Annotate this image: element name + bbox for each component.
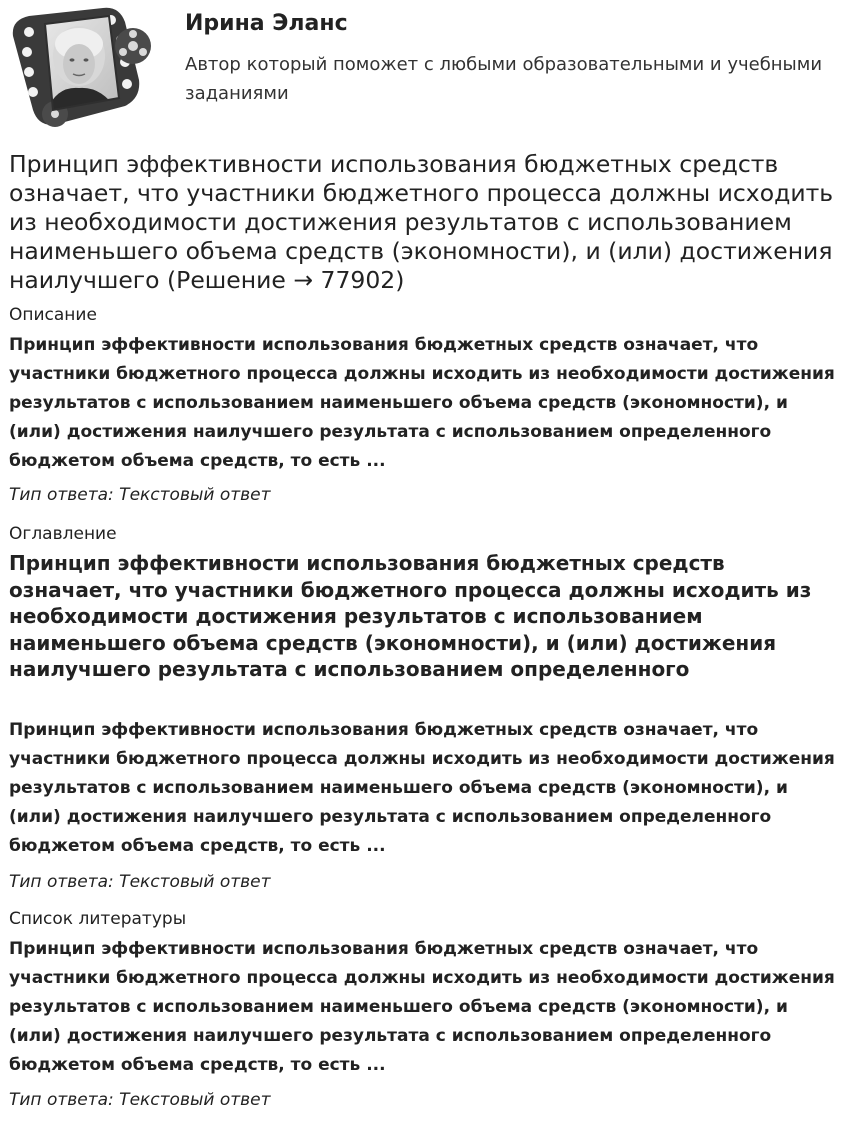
references-answer-type: Тип ответа: Текстовый ответ — [9, 1090, 271, 1110]
section-label-description: Описание — [9, 305, 97, 325]
references-text: Принцип эффективности использования бюджетных средств означает, что участники бюджетного процесса должны исходить из необходимости достижения результатов с использованием наименьшего объема средств (экономности), и (или) достижения наилучшего результата с использованием определенного бюджетом объема средств, то есть ... — [9, 939, 835, 1075]
description-text: Принцип эффективности использования бюджетных средств означает, что участники бюджетного процесса должны исходить из необходимости достижения результатов с использованием наименьшего объема средств (экономности), и (или) достижения наилучшего результата с использованием определенного бюджетом объема средств, то есть ... — [9, 335, 835, 471]
author-description: Автор который поможет с любыми образовательными и учебными заданиями — [185, 54, 823, 104]
author-card — [0, 0, 847, 130]
author-avatar — [7, 6, 153, 128]
toc-answer-type: Тип ответа: Текстовый ответ — [9, 872, 271, 892]
section-label-references: Список литературы — [9, 909, 187, 929]
author-name: Ирина Эланс — [185, 11, 348, 36]
page-title: Принцип эффективности использования бюджетных средств означает, что участники бюджетного процесса должны исходить из необходимости достижения результатов с использованием наименьшего объема средств (экономности), и (или) достижения наилучшего (Решение → 77902) — [9, 150, 834, 294]
toc-text: Принцип эффективности использования бюджетных средств означает, что участники бюджетного процесса должны исходить из необходимости достижения результатов с использованием наименьшего объема средств (экономности), и (или) достижения наилучшего результата с использованием определенного бюджетом объема средств, то есть ... — [9, 720, 835, 856]
section-label-toc: Оглавление — [9, 524, 117, 544]
description-answer-type: Тип ответа: Текстовый ответ — [9, 485, 271, 505]
toc-heading: Принцип эффективности использования бюджетных средств означает, что участники бюджетного процесса должны исходить из необходимости достижения результатов с использованием наименьшего объема средств (экономности), и (или) достижения наилучшего результата с использованием определенного — [9, 551, 812, 681]
